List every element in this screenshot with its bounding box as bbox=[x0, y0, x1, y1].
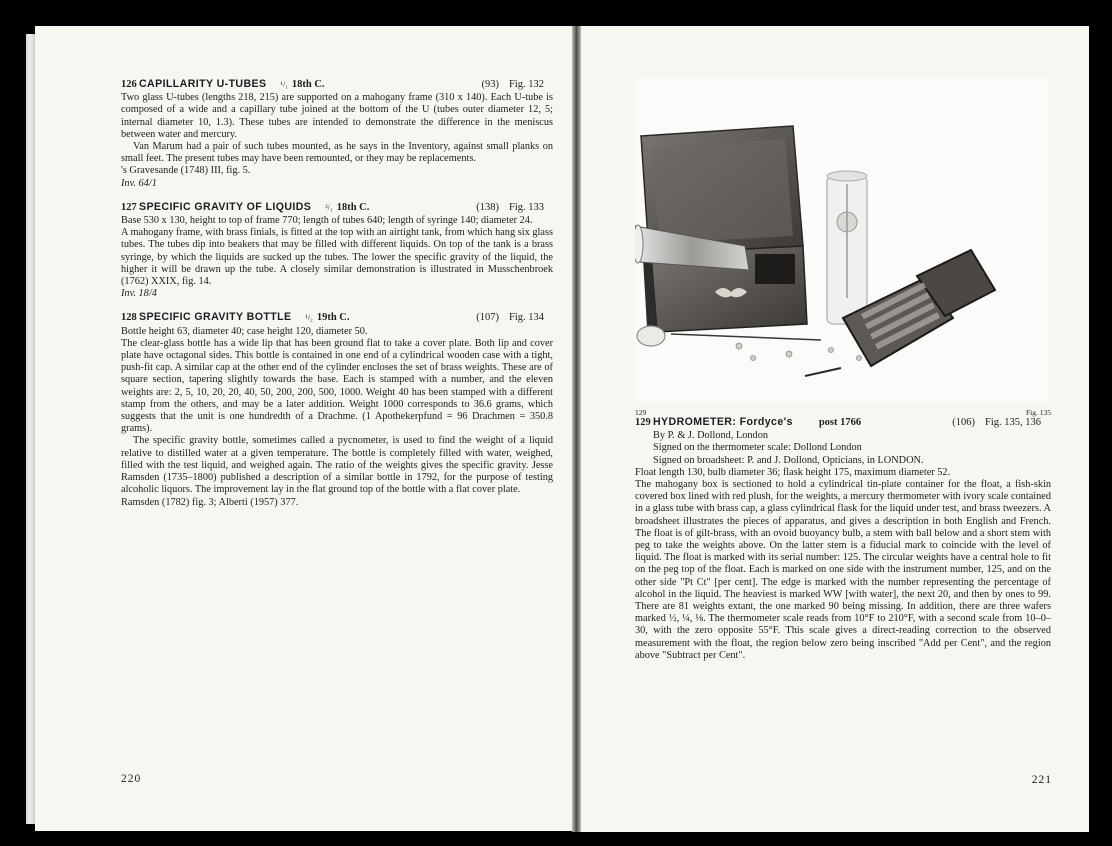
entry-paragraph: Two glass U-tubes (lengths 218, 215) are supported on a mahogany frame (310 x 140). Each U-tube is composed of a wide and a capillary tube joined at the bottom of the U (tubes outer diameter 12, 5; internal diameter 10, 1.3). These tubes are intended to demonstrate the difference in the meniscus between water and mercury. bbox=[121, 92, 553, 140]
book-gutter bbox=[572, 26, 581, 832]
entry-paragraph: The specific gravity bottle, sometimes called a pycnometer, is used to find the weight of a liquid relative to distilled water at a given temperature. The bottle is completely filled with water, weighed, filled with the test liquid, and weighed again. The ratio of the weights gives the specific gravity. Jesse Ramsden (1735–1800) published a description of a similar bottle in 1792, for the purpose of testing alcoholic liquors. The improvement lay in the flat ground top of the bottle with a flat cover plate. bbox=[121, 435, 553, 496]
entry-fig: Fig. 133 bbox=[509, 201, 545, 213]
entry-fig: Fig. 135, 136 bbox=[985, 417, 1042, 428]
glass-dish bbox=[637, 326, 665, 346]
entry-heading bbox=[121, 311, 553, 324]
entry-paragraph: The clear-glass bottle has a wide lip that has been ground flat to take a cover plate. Both lip and cover plate have octagonal sides. This bottle is contained in one end of a cylindrical wooden case with a tight, push-fit cap. A similar cap at the other end of the cylinder encloses the set of brass weights. These are of square section, tapering slightly towards the base. Each is stamped with a number, and the eleven weights are: 2, 5, 10, 20, 20, 40, 50, 200, 200, 500, 1000. Weight 40 has been stamped with a different stamp from the others, and may be a later addition. Weight 1000 corresponds to 36.6 grams, which suggests that the unit is one hundredth of a Drachme. (1 Apothekerpfund = 96 Drachmen = 350.8 grams). bbox=[121, 337, 553, 435]
catalog-entry-126 bbox=[121, 78, 553, 190]
catalog-entry-129 bbox=[635, 416, 1051, 662]
entry-ref: (107) bbox=[476, 312, 499, 324]
entry-paragraph: A mahogany frame, with brass finials, is fitted at the top with an airtight tank, from which hang six glass tubes. The tubes dip into beakers that may be filled with different liquids. On top of the tank is a brass syringe, by which the liquids are sucked up the tubes. The lower the specific gravity of the liquid, the higher it will be drawn up the tube. A closely similar demonstration is illustrated in Musschenbroek (1762) XXIX, fig. 14. bbox=[121, 227, 553, 288]
plate-fig-label: Fig. 135 bbox=[1025, 408, 1051, 417]
entry-paragraph: Float length 130, bulb diameter 36; flask height 175, maximum diameter 52. bbox=[635, 466, 951, 478]
entry-title: SPECIFIC GRAVITY BOTTLE bbox=[139, 311, 292, 324]
entry-paragraph: Van Marum had a pair of such tubes mounted, as he says in the Inventory, against small planks on small feet. The present tubes may have been remounted, or they may be replacements. bbox=[121, 141, 553, 165]
entry-heading bbox=[121, 78, 553, 91]
entry-number: 128 bbox=[121, 312, 137, 324]
entry-ref: (106) bbox=[952, 417, 975, 428]
entry-number: 129 bbox=[635, 417, 651, 428]
entry-heading bbox=[121, 201, 553, 214]
thermometer bbox=[671, 334, 821, 340]
inventory-number: Inv. 64/1 bbox=[121, 177, 157, 189]
entry-ref: (93) bbox=[481, 79, 499, 90]
catalog-entry-127 bbox=[121, 201, 553, 301]
right-page bbox=[581, 26, 1089, 832]
entry-paragraph: Bottle height 63, diameter 40; case height 120, diameter 50. bbox=[121, 325, 368, 337]
inventory-number: Inv. 18/4 bbox=[121, 288, 157, 300]
plate-number: 129 bbox=[635, 408, 647, 417]
page-number: 221 bbox=[1031, 774, 1052, 786]
signature-scale: Signed on the thermometer scale: Dollond London bbox=[653, 442, 862, 454]
entry-scale: ¹/₁ bbox=[280, 80, 288, 89]
entry-ref: (138) bbox=[476, 201, 499, 213]
entry-paragraph: The mahogany box is sectioned to hold a cylindrical tin-plate container for the float, a fish-skin covered box lined with red plush, for the weights, a mercury thermometer with ivory scale contained in a glass tube with brass cap, a glass cylindrical flask for the liquid under test, and brass tweezers. A broadsheet illustrates the pieces of apparatus, and gives a description in both English and French. The float is of gilt-brass, with an ovoid buoyancy bulb, a stem with ball below and a short stem with peg to take the weights above. On the latter stem is a fiducial mark to coincide with the level of liquid. The float is marked with its serial number: 125. The circular weights have a central hole to fit on the peg top of the float. Each is marked on one side with the instrument number, 125, and on the other side "Pt Ct" [per cent]. The edge is marked with the number representing the percentage of alcohol in the liquid. The heaviest is marked WW [with water], the next 20, and then by ones to 99. There are 81 weights extant, the one marked 90 being missing. In addition, there are three wafers marked ½, ¼, ⅛. The thermometer scale reads from 10°F to 210°F, with a second scale from 10–0–30, with the zero opposite 55°F. This scale gives a direct-reading correction to the observed measurement with the float, the region below zero being inscribed "Add per Cent", and the region above "Subtract per Cent". bbox=[635, 479, 1051, 661]
entry-references: Ramsden (1782) fig. 3; Alberti (1957) 377. bbox=[121, 496, 299, 508]
entry-paragraph: Base 530 x 130, height to top of frame 770; length of tubes 640; length of syringe 140; diameter 24. bbox=[121, 215, 533, 227]
entry-scale: ¹/₂ bbox=[305, 313, 313, 323]
entry-date: 18th C. bbox=[291, 79, 325, 90]
entry-references: 's Gravesande (1748) III, fig. 5. bbox=[121, 165, 251, 177]
entry-fig: Fig. 134 bbox=[509, 312, 545, 324]
entry-date: post 1766 bbox=[818, 417, 862, 428]
catalog-entry-128 bbox=[121, 311, 553, 508]
entry-number: 126 bbox=[121, 79, 137, 90]
entry-number: 127 bbox=[121, 201, 137, 213]
hydrometer-illustration bbox=[635, 78, 1049, 402]
page-number: 220 bbox=[121, 773, 142, 785]
signature-broadsheet: Signed on broadsheet: P. and J. Dollond, Opticians, in LONDON. bbox=[653, 454, 924, 466]
entry-date: 19th C. bbox=[316, 312, 350, 324]
right-page-text bbox=[635, 416, 1051, 673]
entry-title: HYDROMETER: Fordyce's bbox=[653, 416, 793, 428]
entry-title: CAPILLARITY U-TUBES bbox=[139, 78, 267, 90]
entry-scale: ²/₁ bbox=[325, 202, 333, 212]
maker-line: By P. & J. Dollond, London bbox=[653, 430, 768, 442]
entry-date: 18th C. bbox=[336, 201, 370, 213]
entry-heading bbox=[635, 416, 1051, 429]
entry-fig: Fig. 132 bbox=[509, 79, 545, 90]
entry-title: SPECIFIC GRAVITY OF LIQUIDS bbox=[139, 200, 312, 213]
brass-tweezers bbox=[805, 368, 841, 376]
left-page bbox=[35, 26, 572, 831]
hydrometer-photo bbox=[635, 78, 1049, 402]
left-page-text bbox=[121, 78, 553, 520]
